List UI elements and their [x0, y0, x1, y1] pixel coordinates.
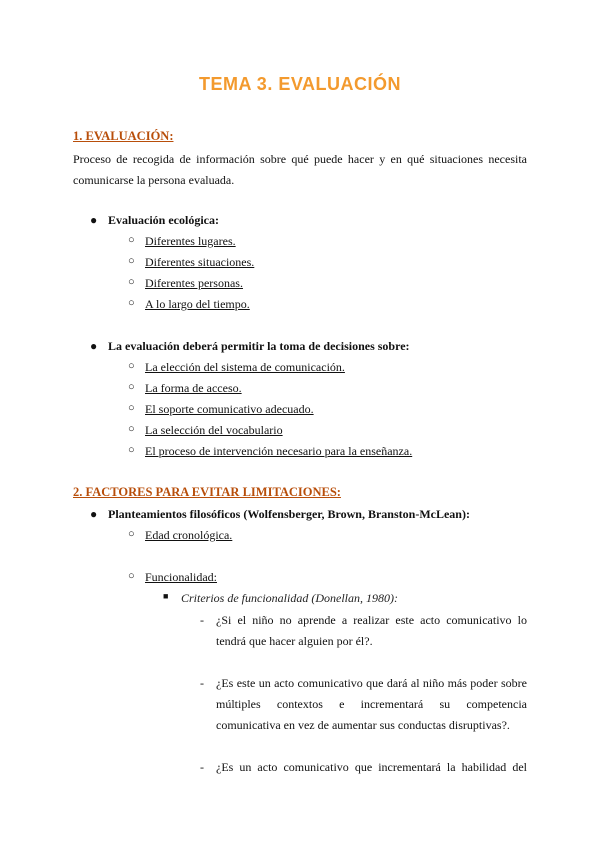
dash-line: tendrá que hacer alguien por él?.	[216, 634, 373, 648]
dash-line: comunicativa en vez de aumentar sus conductas disruptivas?.	[216, 718, 510, 732]
circle-bullet-icon: ○	[128, 444, 135, 456]
dash-line: ¿Es un acto comunicativo que incrementará la habilidad del	[216, 760, 527, 774]
dash-line: ¿Es este un acto comunicativo que dará al niño más poder sobre	[216, 676, 527, 690]
section-heading-evaluacion: 1. EVALUACIÓN:	[73, 129, 174, 143]
dash-bullet-icon: -	[200, 613, 204, 627]
dash-item-text	[216, 757, 527, 778]
circle-bullet-icon: ○	[128, 402, 135, 414]
square-bullet-icon: ■	[163, 591, 169, 601]
list-item-text: La forma de acceso.	[145, 381, 242, 395]
list-item-text: Diferentes personas.	[145, 276, 243, 290]
list-item-text: A lo largo del tiempo.	[145, 297, 250, 311]
dash-bullet-icon: -	[200, 760, 204, 774]
intro-paragraph	[73, 149, 527, 191]
dash-item-text	[216, 673, 527, 736]
paragraph-line: comunicarse la persona evaluada.	[73, 173, 235, 187]
list-item-text: El proceso de intervención necesario para la enseñanza.	[145, 444, 413, 458]
list-item-text: Funcionalidad:	[145, 570, 217, 584]
circle-bullet-icon: ○	[128, 423, 135, 435]
circle-bullet-icon: ○	[128, 528, 135, 540]
paragraph-line: Proceso de recogida de información sobre qué puede hacer y en qué situaciones necesita	[73, 152, 527, 166]
circle-bullet-icon: ○	[128, 255, 135, 267]
circle-bullet-icon: ○	[128, 234, 135, 246]
list-item-text: La elección del sistema de comunicación.	[145, 360, 345, 374]
bullet-dot-icon: ●	[90, 339, 98, 353]
bullet-label: Planteamientos filosóficos (Wolfensberger, Brown, Branston-McLean):	[108, 507, 470, 521]
list-item-text: Diferentes lugares.	[145, 234, 236, 248]
section-heading-factores: 2. FACTORES PARA EVITAR LIMITACIONES:	[73, 485, 341, 499]
bullet-label: Evaluación ecológica:	[108, 213, 219, 227]
dash-bullet-icon: -	[200, 676, 204, 690]
bullet-dot-icon: ●	[90, 213, 98, 227]
circle-bullet-icon: ○	[128, 297, 135, 309]
list-item-text: Diferentes situaciones.	[145, 255, 255, 269]
circle-bullet-icon: ○	[128, 360, 135, 372]
bullet-dot-icon: ●	[90, 507, 98, 521]
list-item-text: Edad cronológica.	[145, 528, 233, 542]
dash-line: ¿Si el niño no aprende a realizar este acto comunicativo lo	[216, 613, 527, 627]
bullet-label: La evaluación deberá permitir la toma de decisiones sobre:	[108, 339, 410, 353]
page-title: TEMA 3. EVALUACIÓN	[198, 74, 401, 94]
dash-line: múltiples contextos e incrementará su competencia	[216, 697, 527, 711]
list-item-text: La selección del vocabulario	[145, 423, 283, 437]
criterios-text: Criterios de funcionalidad (Donellan, 1980):	[181, 591, 398, 605]
circle-bullet-icon: ○	[128, 381, 135, 393]
dash-item-text	[216, 610, 527, 652]
circle-bullet-icon: ○	[128, 276, 135, 288]
list-item-text: El soporte comunicativo adecuado.	[145, 402, 314, 416]
circle-bullet-icon: ○	[128, 570, 135, 582]
